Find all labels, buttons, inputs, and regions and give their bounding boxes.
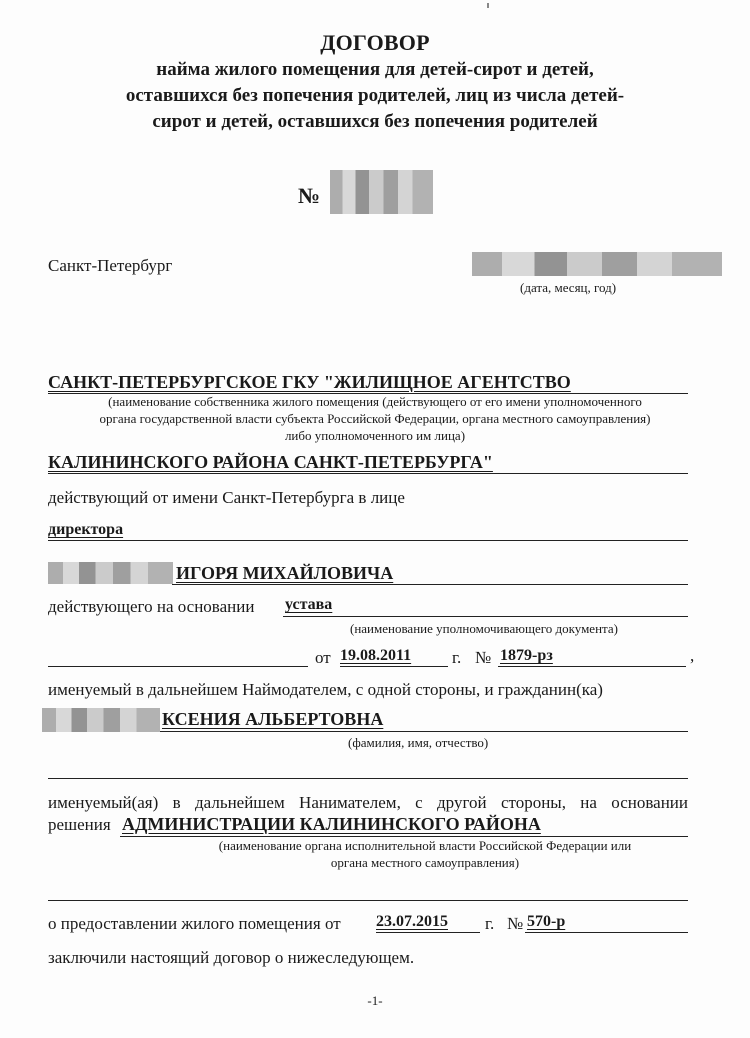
provision-date: 23.07.2015 bbox=[376, 913, 448, 930]
landlord-hint-line-1: (наименование собственника жилого помещения (действующего от его имени уполномоченного bbox=[108, 394, 642, 409]
concluded-text: заключили настоящий договор о нижеследующем. bbox=[48, 948, 415, 967]
provision-year-suffix: г. bbox=[485, 914, 495, 933]
landlord-hint-line-2: органа государственной власти субъекта Российской Федерации, органа местного самоуправления) bbox=[99, 411, 651, 426]
representative-surname-redacted bbox=[48, 562, 173, 584]
provision-number-sign: № bbox=[507, 914, 524, 933]
named-tenant-text: именуемый(ая) в дальнейшем Нанимателем, с другой стороны, на основании bbox=[48, 793, 688, 812]
decision-hint-line-1: (наименование органа исполнительной власти Российской Федерации или bbox=[218, 838, 632, 853]
document-title: ДОГОВОР bbox=[320, 30, 430, 55]
decision-blank-underline bbox=[48, 900, 688, 901]
basis-comma: , bbox=[690, 646, 695, 665]
subtitle-line-3: сирот и детей, оставшихся без попечения родителей bbox=[152, 111, 598, 132]
provision-number-underline bbox=[525, 932, 688, 933]
contract-number-redacted bbox=[330, 170, 433, 214]
named-landlord-text: именуемый в дальнейшем Наймодателем, с одной стороны, и гражданин(ка) bbox=[48, 680, 603, 699]
tenant-name-hint: (фамилия, имя, отчество) bbox=[348, 735, 489, 750]
basis-blank-underline bbox=[48, 666, 308, 667]
landlord-line-2-underline bbox=[48, 473, 688, 474]
tenant-blank-underline bbox=[48, 778, 688, 779]
tenant-underline bbox=[160, 731, 688, 732]
contract-number-sign: № bbox=[298, 183, 321, 208]
representative-position: директора bbox=[48, 521, 124, 538]
basis-number-sign: № bbox=[475, 648, 492, 667]
position-underline bbox=[48, 540, 688, 541]
subtitle-line-2: оставшихся без попечения родителей, лиц из числа детей- bbox=[125, 85, 625, 106]
decision-hint-line-2: органа местного самоуправления) bbox=[330, 855, 520, 870]
decision-label: решения bbox=[48, 815, 111, 834]
basis-date-underline bbox=[340, 666, 448, 667]
landlord-name-hint bbox=[30, 393, 720, 444]
acting-on-behalf-text: действующий от имени Санкт-Петербурга в лице bbox=[48, 488, 405, 507]
landlord-hint-line-3: либо уполномоченного им лица) bbox=[284, 428, 466, 443]
basis-value: устава bbox=[285, 596, 333, 613]
representative-name: ИГОРЯ МИХАЙЛОВИЧА bbox=[176, 563, 394, 583]
basis-year-suffix: г. bbox=[452, 648, 462, 667]
representative-underline bbox=[172, 584, 688, 585]
page-number: -1- bbox=[367, 993, 383, 1008]
basis-from-label: от bbox=[315, 648, 331, 667]
contract-date-redacted bbox=[472, 252, 722, 276]
city: Санкт-Петербург bbox=[48, 256, 173, 275]
landlord-name-line-1: САНКТ-ПЕТЕРБУРГСКОЕ ГКУ "ЖИЛИЩНОЕ АГЕНТСТВО bbox=[48, 372, 571, 392]
basis-underline bbox=[283, 616, 688, 617]
scan-speck bbox=[487, 3, 489, 8]
basis-hint: (наименование уполномочивающего документа) bbox=[350, 621, 618, 636]
subtitle-line-1: найма жилого помещения для детей-сирот и детей, bbox=[156, 59, 594, 80]
decision-authority: АДМИНИСТРАЦИИ КАЛИНИНСКОГО РАЙОНА bbox=[122, 814, 541, 834]
document-subtitle bbox=[0, 57, 750, 135]
basis-number: 1879-рз bbox=[500, 647, 553, 664]
provision-text: о предоставлении жилого помещения от bbox=[48, 914, 341, 933]
tenant-surname-redacted bbox=[42, 708, 160, 732]
basis-number-underline bbox=[498, 666, 686, 667]
basis-label: действующего на основании bbox=[48, 597, 255, 616]
decision-hint bbox=[190, 837, 660, 871]
date-hint: (дата, месяц, год) bbox=[520, 280, 617, 295]
tenant-name: КСЕНИЯ АЛЬБЕРТОВНА bbox=[162, 709, 384, 729]
provision-number: 570-р bbox=[527, 913, 566, 930]
landlord-name-line-2: КАЛИНИНСКОГО РАЙОНА САНКТ-ПЕТЕРБУРГА" bbox=[48, 452, 493, 472]
basis-date: 19.08.2011 bbox=[340, 647, 412, 664]
provision-date-underline bbox=[376, 932, 480, 933]
